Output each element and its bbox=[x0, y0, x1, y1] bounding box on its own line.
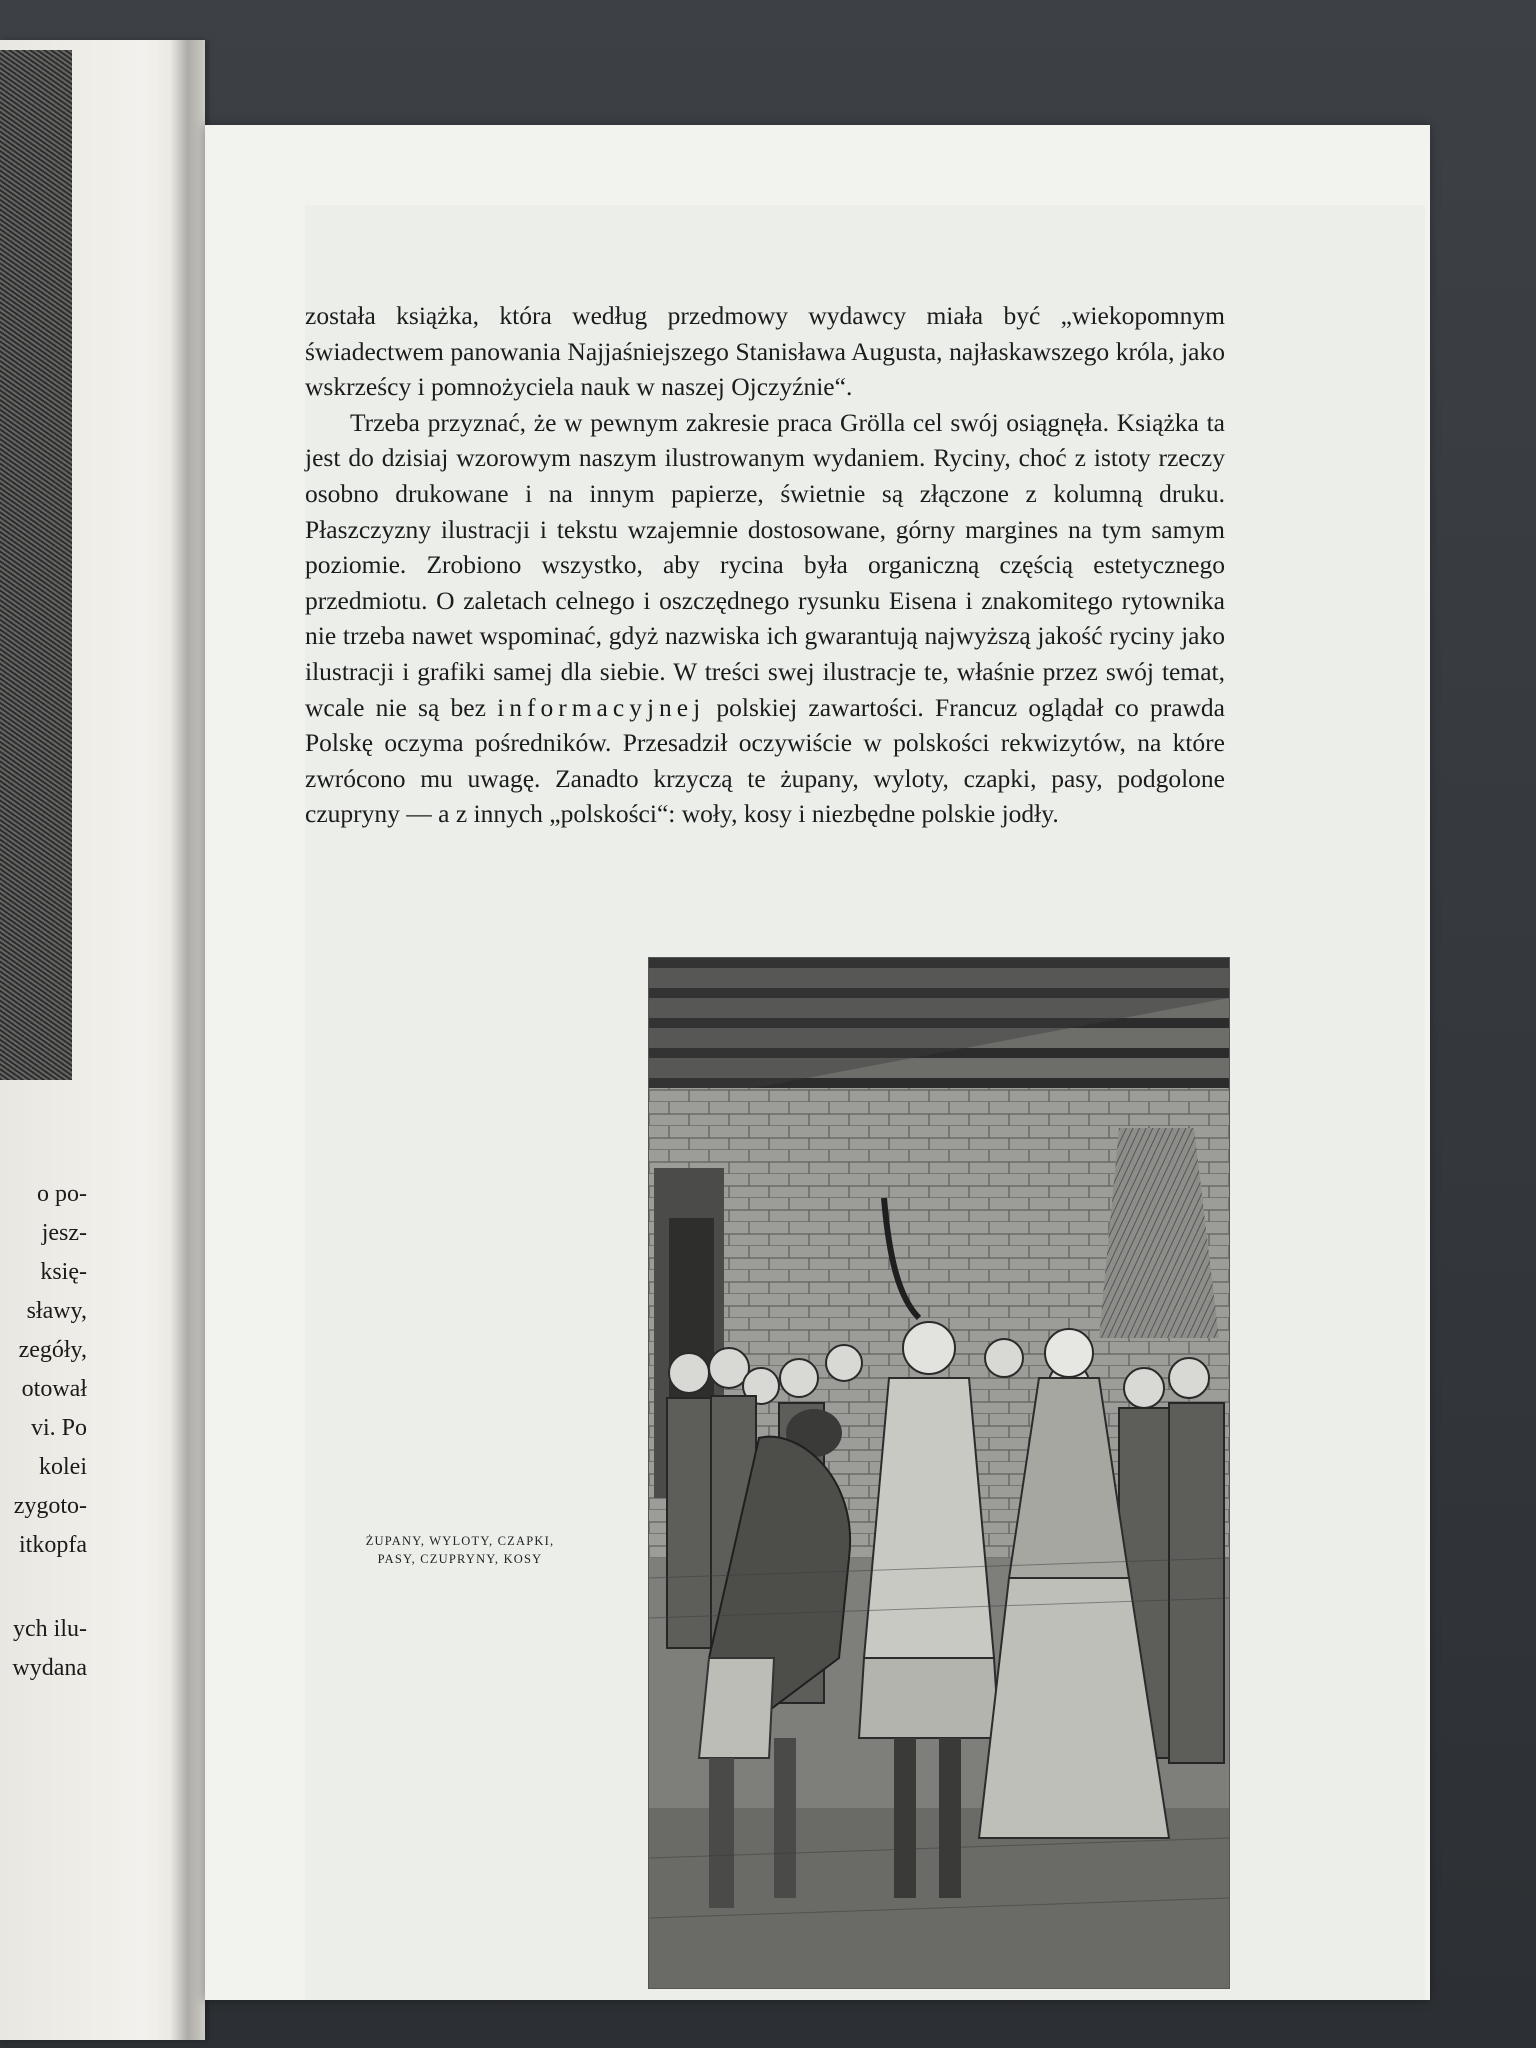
paragraph-2 bbox=[305, 405, 1225, 832]
spaced-emphasis: informacyjnej bbox=[497, 692, 706, 722]
text-line: zygoto- bbox=[13, 1493, 87, 1519]
text-line: księ- bbox=[40, 1259, 87, 1285]
previous-page-text-lower bbox=[12, 1610, 87, 1688]
previous-page-engraving bbox=[0, 50, 72, 1080]
text-line: wydana bbox=[12, 1655, 87, 1681]
text-line: itkopfa bbox=[19, 1532, 87, 1558]
illustration-plate bbox=[648, 957, 1230, 1989]
body-text bbox=[305, 298, 1225, 832]
text-line: o po- bbox=[37, 1181, 87, 1207]
paragraph-2-end: polskiej zawartości. Francuz oglądał co prawda Polskę oczyma pośredników. Przesadził oczywiście w polskości rekwizytów, na które zwrócono mu uwagę. Zanadto krzyczą te żupany, wyloty, czapki, pasy, podgolone czupryny — a z innych „polskości“: woły, kosy i niezbędne polskie jodły. bbox=[305, 692, 1225, 829]
book-gutter bbox=[170, 40, 210, 2040]
caption-line: ŻUPANY, WYLOTY, CZAPKI, bbox=[365, 1534, 555, 1548]
text-line: ych ilu- bbox=[13, 1616, 87, 1642]
text-line: sławy, bbox=[26, 1298, 87, 1324]
previous-page-text-upper bbox=[14, 1175, 87, 1565]
caption-line: PASY, CZUPRYNY, KOSY bbox=[377, 1552, 543, 1566]
text-line: vi. Po bbox=[30, 1415, 87, 1441]
engraving-image bbox=[649, 958, 1229, 1988]
book-page bbox=[205, 125, 1430, 2000]
text-line: zegóły, bbox=[18, 1337, 87, 1363]
paragraph-2-start: Trzeba przyznać, że w pewnym zakresie praca Grölla cel swój osiągnęła. Książka ta jest do dzisiaj wzorowym naszym ilustrowanym wydaniem. Ryciny, choć z istoty rzeczy osobno drukowane i na innym papierze, świetnie są złączone z kolumną druku. Płaszczyzny ilustracji i tekstu wzajemnie dostosowane, górny margines na tym samym poziomie. Zrobiono wszystko, aby rycina była organiczną częścią estetycznego przedmiotu. O zaletach celnego i oszczędnego rysunku Eisena i znakomitego rytownika nie trzeba nawet wspominać, gdyż nazwiska ich gwarantują najwyższą jakość ryciny jako ilustracji i grafiki samej dla siebie. W treści swej ilustracje te, właśnie przez swój temat, wcale nie są bez bbox=[305, 407, 1225, 722]
text-line: otował bbox=[21, 1376, 87, 1402]
text-line: kolei bbox=[39, 1454, 87, 1480]
illustration-caption bbox=[330, 1532, 590, 1568]
paragraph-1: została książka, która według przedmowy wydawcy miała być „wiekopomnym świadectwem panowania Najjaśniejszego Stanisława Augusta, najłaskawszego króla, jako wskrześcy i pomnożyciela nauk w naszej Ojczyźnie“. bbox=[305, 301, 1225, 402]
text-line: jesz- bbox=[41, 1220, 87, 1246]
